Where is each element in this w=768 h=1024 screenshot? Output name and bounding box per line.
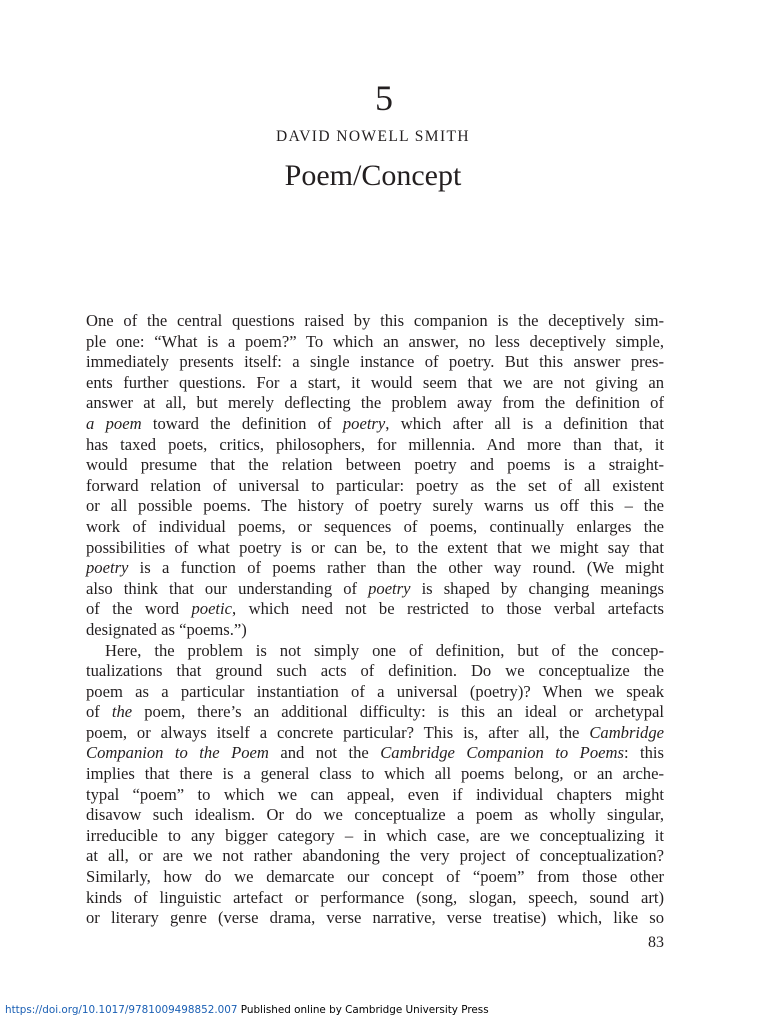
body-line: or literary genre (verse drama, verse narrative, verse treatise) which, like so [86, 908, 664, 928]
body-line: typal “poem” to which we can appeal, even if individual chapters might [86, 784, 664, 804]
body-text [86, 311, 664, 929]
body-line: poetry is a function of poems rather than the other way round. (We might [86, 558, 664, 578]
body-line: answer at all, but merely deflecting the problem away from the definition of [86, 393, 664, 413]
body-line: ple one: “What is a poem?” To which an answer, no less deceptively simple, [86, 331, 664, 351]
body-line: would presume that the relation between poetry and poems is a straight- [86, 455, 664, 475]
page-number: 83 [648, 934, 664, 951]
footer [5, 1003, 489, 1017]
body-line: a poem toward the definition of poetry, which after all is a definition that [86, 413, 665, 433]
body-line: at all, or are we not rather abandoning the very project of conceptualization? [86, 846, 664, 866]
doi-link[interactable]: https://doi.org/10.1017/9781009498852.007 [5, 1004, 238, 1016]
body-line: Similarly, how do we demarcate our concept of “poem” from those other [86, 867, 664, 887]
body-line: Here, the problem is not simply one of definition, but of the concep- [105, 640, 664, 660]
body-line: or all possible poems. The history of poetry surely warns us off this – the [86, 496, 664, 516]
body-line: possibilities of what poetry is or can be, to the extent that we might say that [86, 537, 664, 557]
body-line: of the poem, there’s an additional difficulty: is this an ideal or archetypal [86, 702, 664, 722]
body-line: ents further questions. For a start, it would seem that we are not giving an [86, 372, 664, 392]
chapter-title: Poem/Concept [284, 159, 462, 192]
publisher-notice: Published online by Cambridge University Press [237, 1004, 489, 1016]
body-line: kinds of linguistic artefact or performance (song, slogan, speech, sound art) [86, 887, 664, 907]
body-line: tualizations that ground such acts of definition. Do we conceptualize the [86, 661, 664, 681]
body-line: irreducible to any bigger category – in which case, are we conceptualizing it [86, 825, 664, 845]
body-line: Companion to the Poem and not the Cambridge Companion to Poems: this [86, 743, 665, 763]
body-line: poem as a particular instantiation of a universal (poetry)? When we speak [86, 681, 664, 701]
body-line: work of individual poems, or sequences of poems, continually enlarges the [86, 516, 664, 536]
body-line: also think that our understanding of poetry is shaped by changing meanings [86, 578, 664, 598]
body-line: of the word poetic, which need not be restricted to those verbal artefacts [86, 599, 664, 619]
chapter-number: 5 [375, 78, 393, 118]
body-line: One of the central questions raised by this companion is the deceptively sim- [86, 311, 664, 330]
body-line: forward relation of universal to particular: poetry as the set of all existent [86, 475, 664, 495]
body-line: has taxed poets, critics, philosophers, for millennia. And more than that, it [86, 434, 664, 454]
body-line: poem, or always itself a concrete particular? This is, after all, the Cambridge [86, 722, 664, 742]
author-name: DAVID NOWELL SMITH [276, 128, 470, 145]
body-line: implies that there is a general class to which all poems belong, or an arche- [86, 764, 664, 784]
body-line: designated as “poems.”) [86, 619, 247, 639]
body-line: disavow such idealism. Or do we conceptualize a poem as wholly singular, [86, 805, 664, 825]
body-line: immediately presents itself: a single instance of poetry. But this answer pres- [86, 352, 664, 372]
